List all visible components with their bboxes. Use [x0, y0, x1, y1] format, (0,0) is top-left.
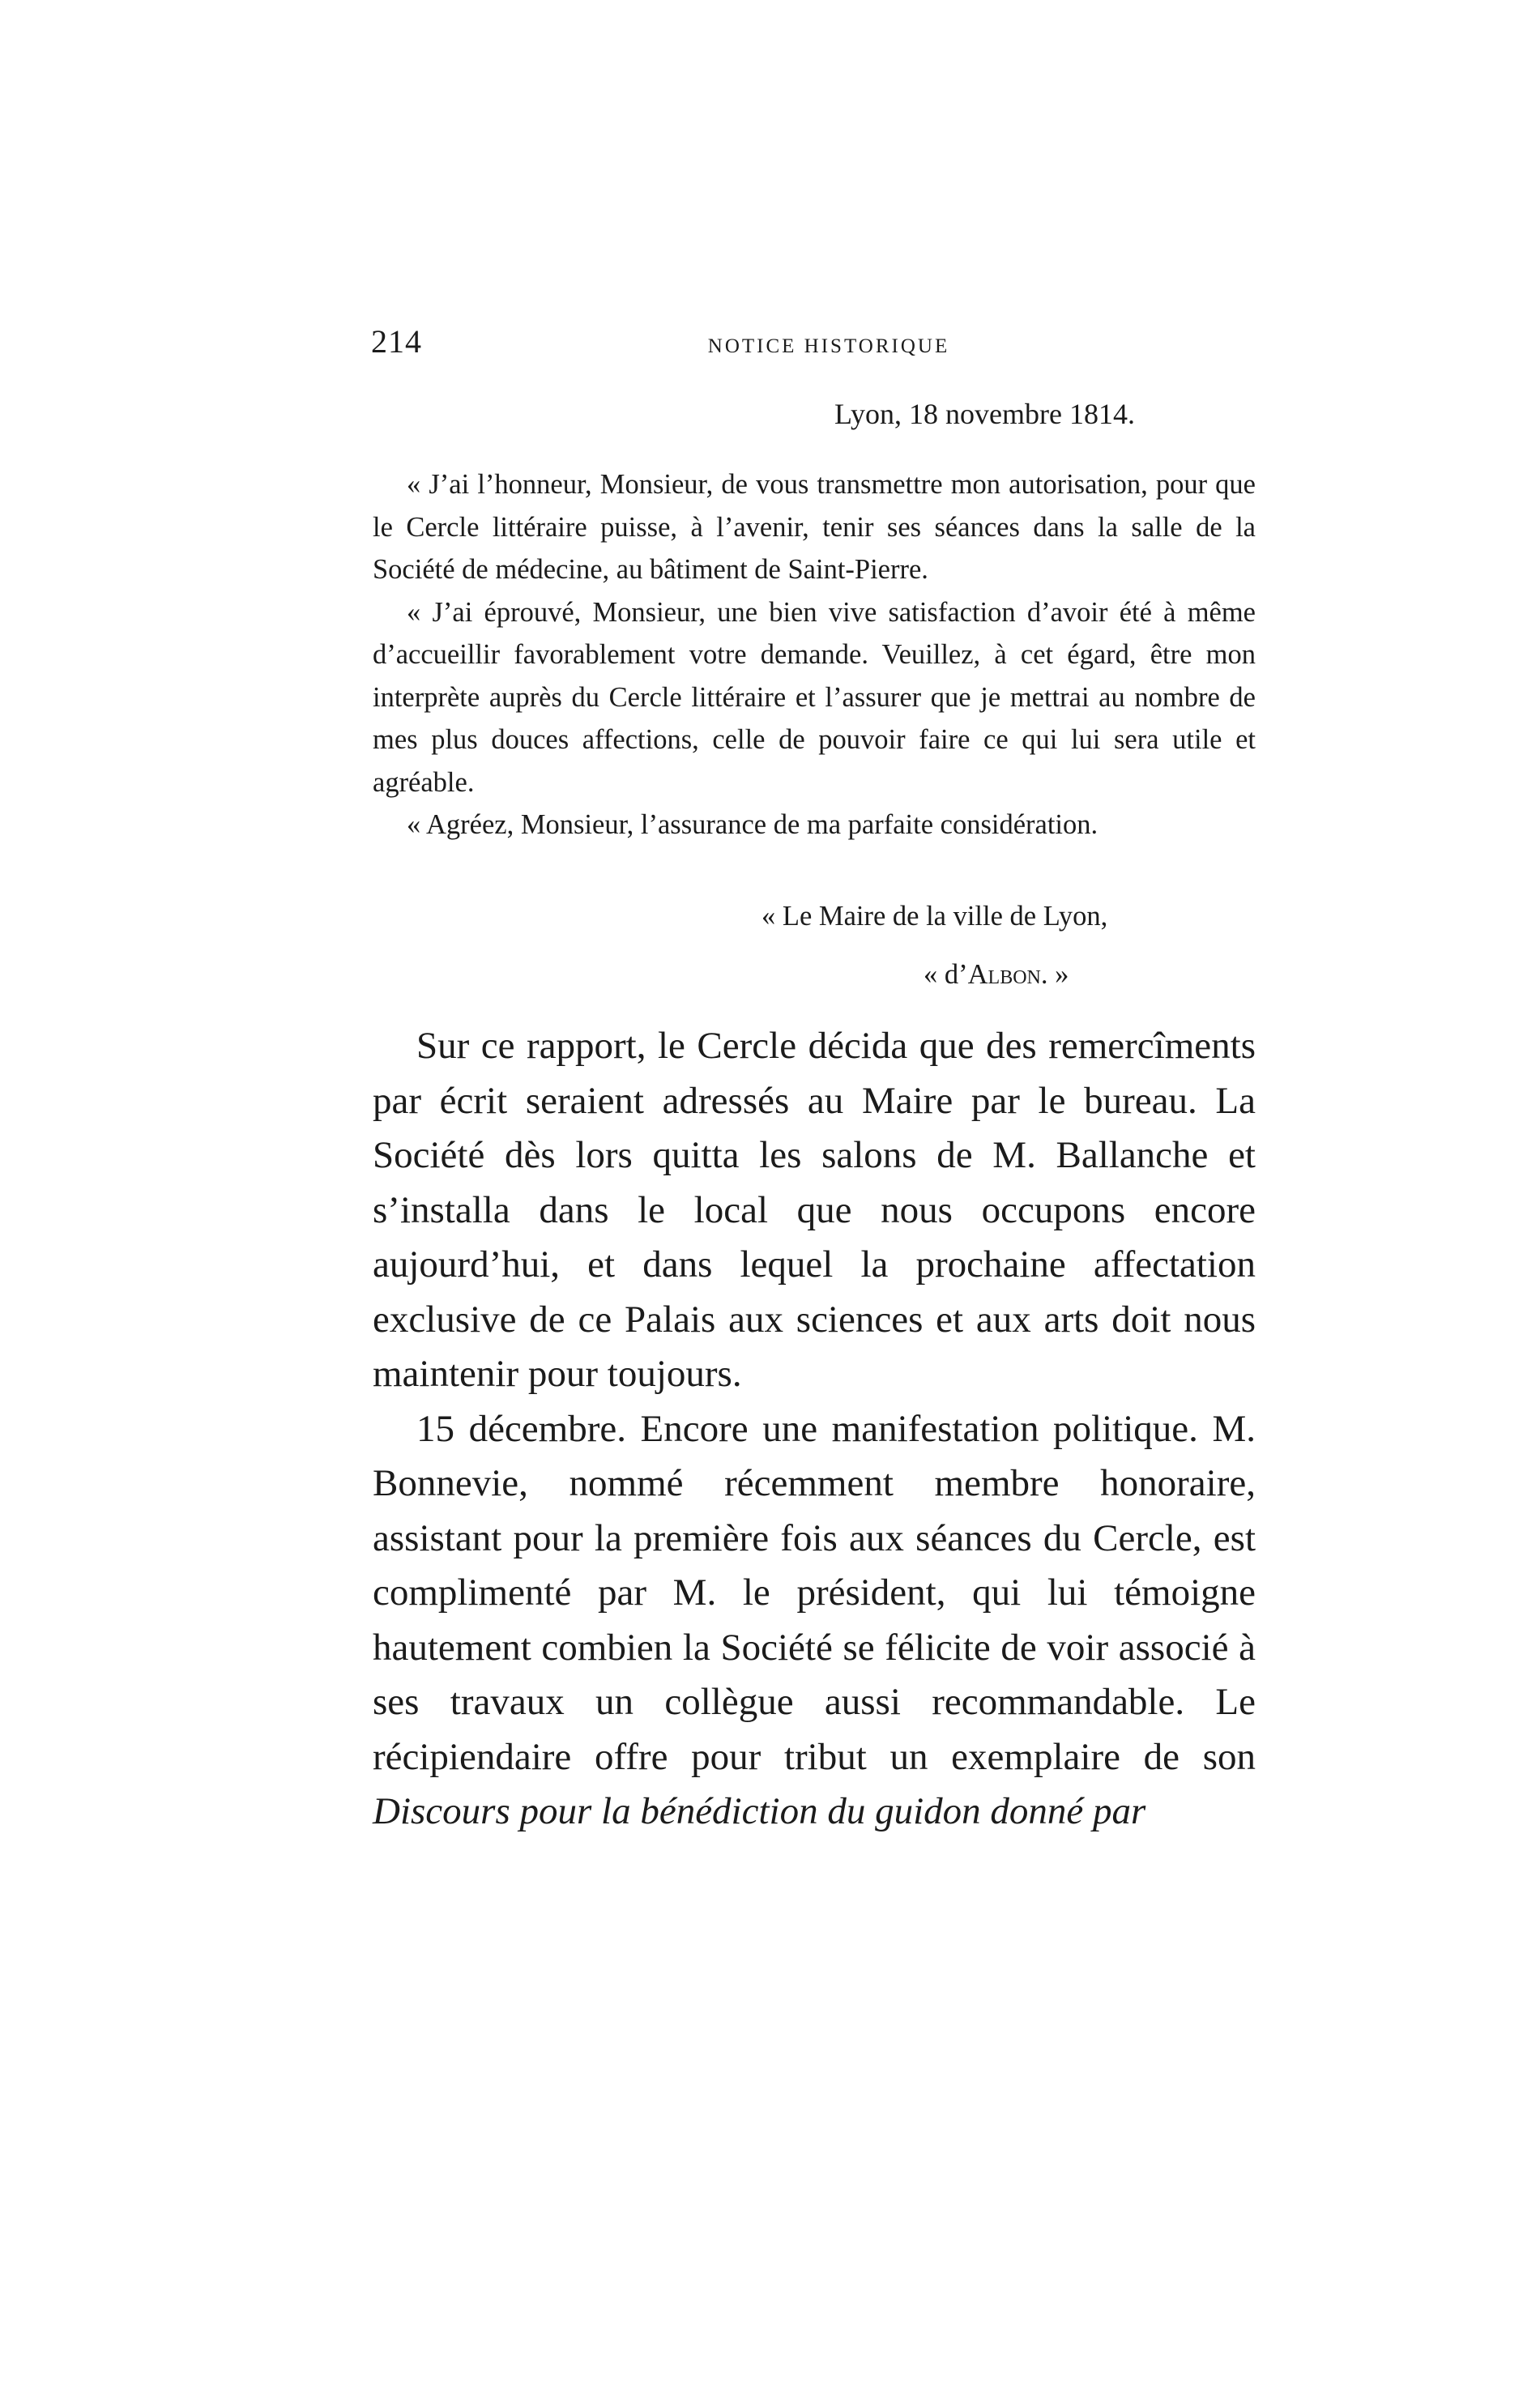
- signature-name: Albon: [967, 959, 1041, 990]
- letter-paragraph: « J’ai éprouvé, Monsieur, une bien vive satisfaction d’avoir été à même d’accueillir favorablement votre demande. Veuillez, à cet égard, être mon interprète auprès du Cercle littéraire et l’assurer que je mettrai au nombre de mes plus douces affections, celle de pouvoir faire ce qui lui sera utile et agréable.: [373, 596, 1256, 798]
- letter-paragraph: « Agréez, Monsieur, l’assurance de ma parfaite considération.: [407, 809, 1098, 840]
- main-paragraph: [373, 1402, 1256, 1840]
- page-header: [371, 322, 1254, 371]
- letter-body: [373, 463, 1256, 846]
- main-text: [373, 1019, 1256, 1840]
- main-paragraph: Sur ce rapport, le Cercle décida que des remercîments par écrit seraient adressés au Maire par le bureau. La Société dès lors quitta les salons de M. Ballanche et s’installa dans le local que nous occupons encore aujourd’hui, et dans lequel la prochaine affectation exclusive de ce Palais aux sciences et aux arts doit nous maintenir pour toujours.: [373, 1025, 1256, 1395]
- running-title: NOTICE HISTORIQUE: [707, 335, 950, 357]
- letter-signature-name-line: [924, 959, 1069, 991]
- book-title-italic: Discours pour la bénédiction du guidon donné par: [373, 1790, 1146, 1832]
- letter-signature-title: « Le Maire de la ville de Lyon,: [761, 901, 1108, 932]
- letter-date: Lyon, 18 novembre 1814.: [834, 398, 1135, 430]
- signature-suffix: . »: [1040, 959, 1069, 990]
- paragraph-text: 15 décembre. Encore une manifestation politique. M. Bonnevie, nommé récemment membre honoraire, assistant pour la première fois aux séances du Cercle, est complimenté par M. le président, qui lui témoigne hautement combien la Société se félicite de voir associé à ses travaux un collègue aussi recommandable. Le récipiendaire offre pour tribut un exemplaire de son: [373, 1407, 1256, 1778]
- page-number: 214: [371, 323, 422, 360]
- signature-prefix: « d’: [924, 959, 968, 990]
- letter-paragraph: « J’ai l’honneur, Monsieur, de vous transmettre mon autorisation, pour que le Cercle littéraire puisse, à l’avenir, tenir ses séances dans la salle de la Société de médecine, au bâtiment de Saint-Pierre.: [373, 469, 1256, 585]
